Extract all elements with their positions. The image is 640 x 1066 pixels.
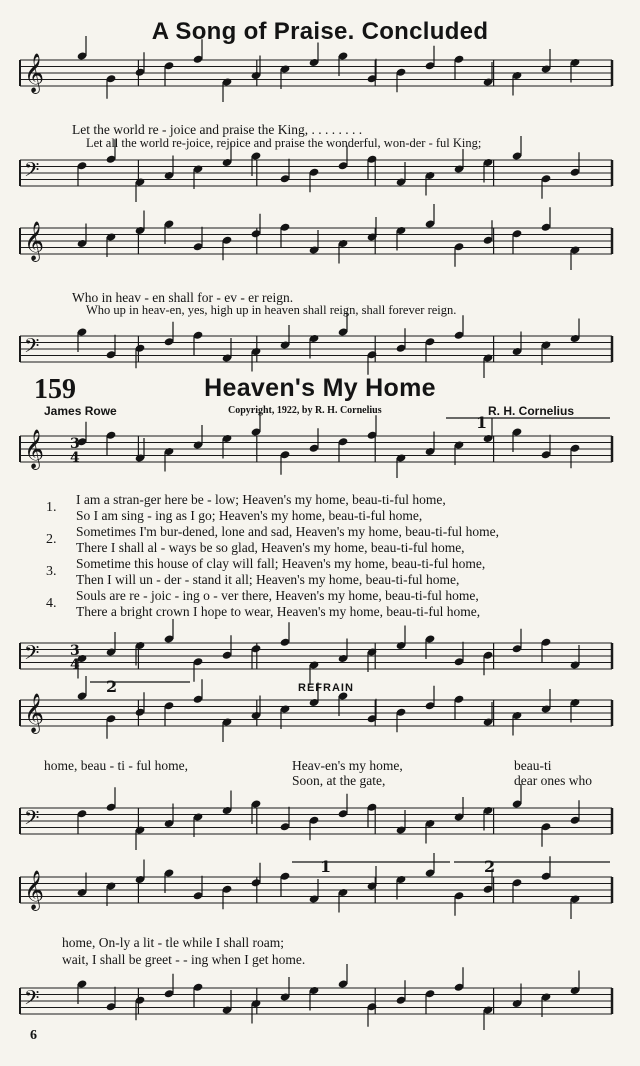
previous-hymn-title: A Song of Praise. Concluded xyxy=(151,18,489,45)
verse-number: 2. xyxy=(46,532,57,547)
first-ending: 1 xyxy=(320,857,332,876)
hymn-title: Heaven's My Home xyxy=(204,374,436,402)
lyricist-credit: James Rowe xyxy=(44,404,117,418)
lyric-line: Let the world re - joice and praise the King, . . . . . . . . xyxy=(72,122,363,137)
hymn-number: 159 xyxy=(34,374,76,405)
verse-line: So I am sing - ing as I go; Heaven's my home, beau-ti-ful home, xyxy=(76,508,423,523)
verse-line: Sometime this house of clay will fall; Heaven's my home, beau-ti-ful home, xyxy=(76,556,486,571)
time-signature: 3 xyxy=(70,436,80,452)
bass-clef: 𝄢 xyxy=(24,986,40,1014)
lyric-line: Who up in heav-en, yes, high up in heaven shall reign, shall forever reign. xyxy=(86,303,457,317)
lyric-line: Heav-en's my home, xyxy=(292,758,403,773)
copyright-notice: Copyright, 1922, by R. H. Cornelius xyxy=(228,405,382,416)
lyric-line: dear ones who xyxy=(514,773,592,788)
lyric-line: home, On-ly a lit - tle while I shall roam; xyxy=(62,935,284,950)
page-number: 6 xyxy=(30,1028,37,1043)
time-signature: 4 xyxy=(70,450,80,466)
first-ending: 1 xyxy=(476,413,488,432)
lyric-line: beau-ti xyxy=(514,758,552,773)
time-signature: 4 xyxy=(70,657,80,673)
treble-clef: 𝄞 xyxy=(24,221,45,261)
time-signature: 3 xyxy=(70,643,80,659)
treble-clef: 𝄞 xyxy=(24,429,45,469)
treble-clef: 𝄞 xyxy=(24,870,45,910)
lyric-line: Let all the world re-joice, rejoice and praise the wonderful, won-der - ful King; xyxy=(86,136,482,150)
lyric-line: wait, I shall be greet - - ing when I get home. xyxy=(62,952,306,967)
bass-clef: 𝄢 xyxy=(24,806,40,834)
verse-line: Souls are re - joic - ing o - ver there, Heaven's my home, beau-ti-ful home, xyxy=(76,588,479,603)
bass-clef: 𝄢 xyxy=(24,158,40,186)
bass-clef: 𝄢 xyxy=(24,641,40,669)
verse-number: 1. xyxy=(46,500,57,515)
refrain-label: REFRAIN xyxy=(298,682,354,694)
treble-clef: 𝄞 xyxy=(24,53,45,93)
verse-line: I am a stran-ger here be - low; Heaven's my home, beau-ti-ful home, xyxy=(76,492,446,507)
verse-number: 4. xyxy=(46,596,57,611)
lyric-line: Soon, at the gate, xyxy=(292,773,386,788)
verse-line: There I shall al - ways be so glad, Heaven's my home, beau-ti-ful home, xyxy=(76,540,465,555)
treble-clef: 𝄞 xyxy=(24,693,45,733)
verse-number: 3. xyxy=(46,564,57,579)
bass-clef: 𝄢 xyxy=(24,334,40,362)
second-ending: 2 xyxy=(484,857,496,876)
verse-line: There a bright crown I hope to wear, Heaven's my home, beau-ti-ful home, xyxy=(76,604,481,619)
composer-credit: R. H. Cornelius xyxy=(488,404,575,418)
second-ending: 2 xyxy=(106,677,118,696)
verse-line: Sometimes I'm bur-dened, lone and sad, Heaven's my home, beau-ti-ful home, xyxy=(76,524,499,539)
verse-line: Then I will un - der - stand it all; Heaven's my home, beau-ti-ful home, xyxy=(76,572,460,587)
lyric-line: Who in heav - en shall for - ev - er reign. xyxy=(72,290,294,305)
lyric-line: home, beau - ti - ful home, xyxy=(44,758,188,773)
